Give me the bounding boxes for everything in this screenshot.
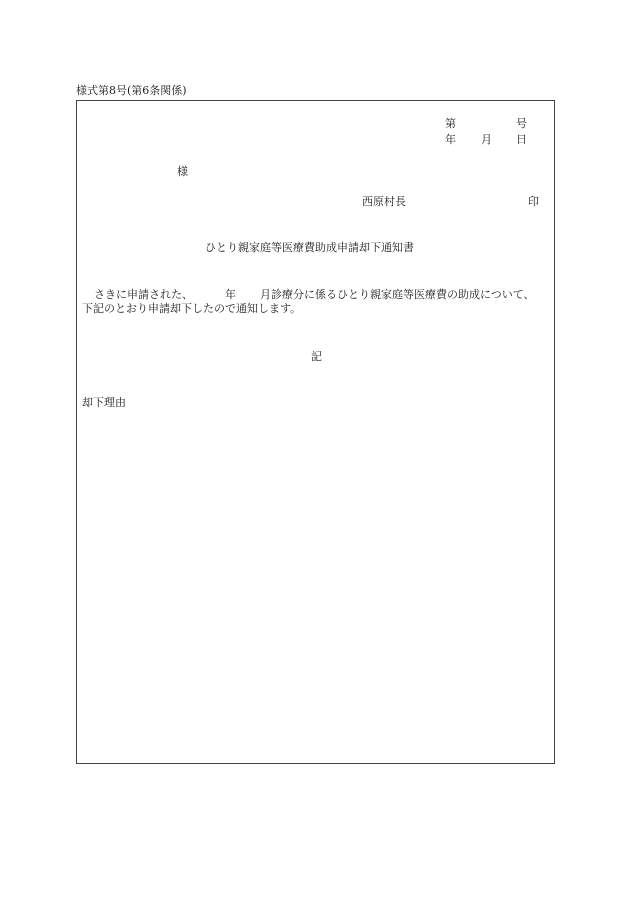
rejection-reason-label: 却下理由 [82, 396, 126, 409]
body-rest: 月診療分に係るひとり親家庭等医療費の助成について、 [260, 288, 535, 301]
addressee-suffix: 様 [177, 165, 188, 178]
notice-form-frame [76, 100, 555, 764]
form-number-label: 様式第8号(第6条関係) [76, 84, 187, 97]
date-day-label: 日 [516, 133, 527, 146]
body-line-2: 下記のとおり申請却下したので通知します。 [82, 302, 302, 315]
seal-mark: 印 [528, 195, 539, 208]
date-month-label: 月 [481, 133, 492, 146]
date-year-label: 年 [445, 133, 456, 146]
number-prefix: 第 [445, 117, 456, 130]
body-year-label: 年 [225, 288, 236, 301]
ki-heading: 記 [311, 350, 322, 363]
number-suffix: 号 [516, 117, 527, 130]
document-title: ひとり親家庭等医療費助成申請却下通知書 [205, 241, 414, 254]
issuer-name: 西原村長 [362, 195, 406, 208]
body-lead: さきに申請された、 [94, 288, 193, 301]
